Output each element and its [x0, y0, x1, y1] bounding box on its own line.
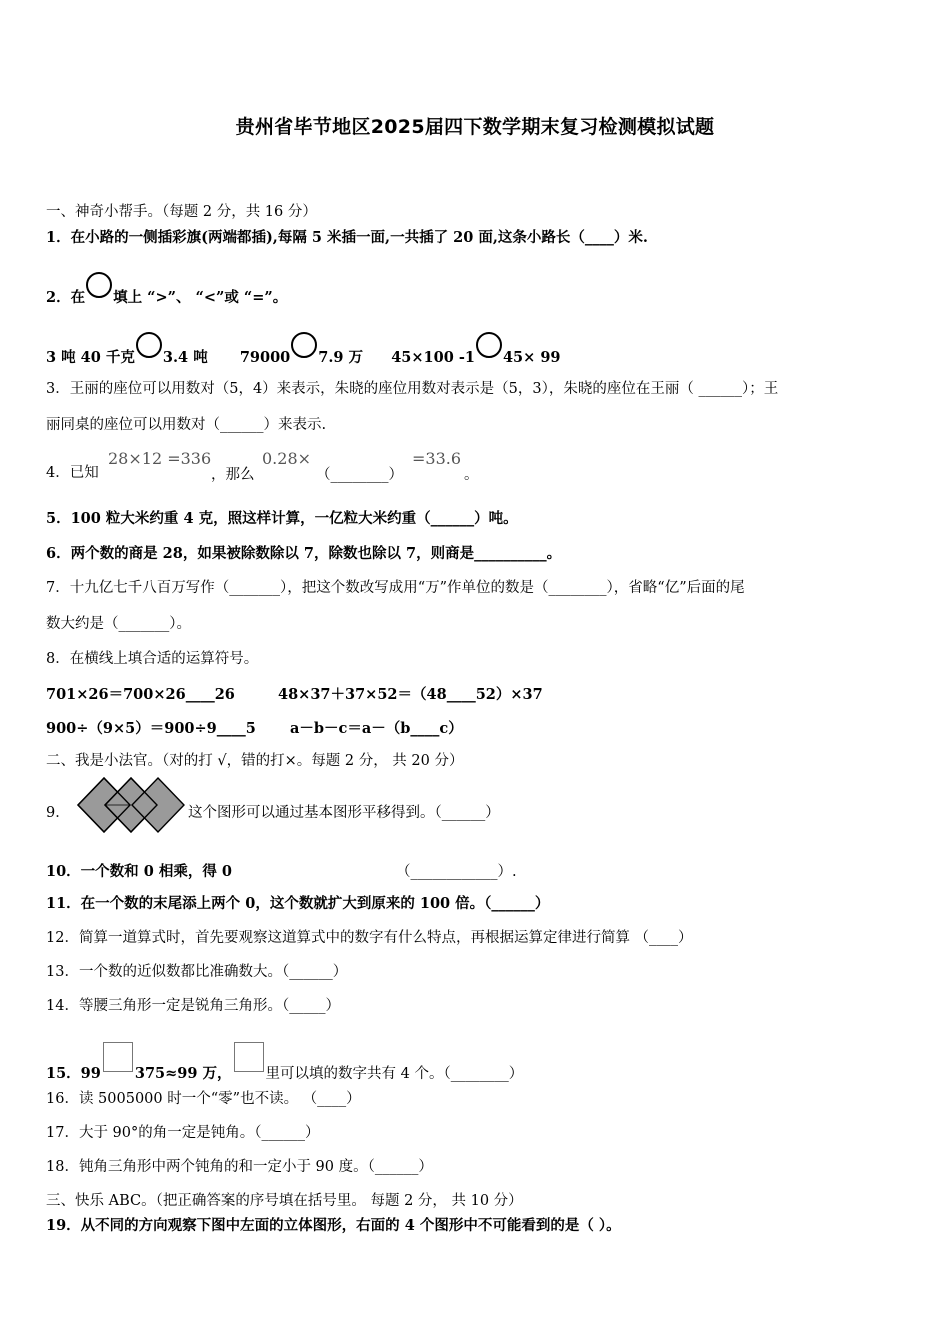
section-2-heading: 二、我是小法官。（对的打 √，错的打×。每题 2 分， 共 20 分） [46, 753, 464, 769]
question-4-prefix: 4．已知 [46, 465, 99, 481]
question-15-prefix: 15．99 [46, 1065, 101, 1082]
overlapping-diamonds-figure [76, 776, 186, 834]
question-7-line-1: 7．十九亿七千八百万写作（_______），把这个数改写成用“万”作单位的数是（________），省略“亿”后面的尾 [46, 580, 745, 596]
compare-2-left: 79000 [239, 349, 291, 366]
page-title: 贵州省毕节地区2025届四下数学期末复习检测模拟试题 [235, 116, 715, 138]
compare-1-right: 3.4 吨 [162, 349, 208, 366]
question-12: 12．简算一道算式时，首先要观察这道算式中的数字有什么特点，再根据运算定律进行简算 （____） [46, 930, 693, 946]
question-6: 6．两个数的商是 28，如果被除数除以 7，除数也除以 7，则商是__________。 [46, 545, 562, 562]
compare-circle [136, 332, 162, 358]
question-10: 10．一个数和 0 相乘，得 0 [46, 863, 232, 880]
question-2-items [46, 332, 561, 368]
question-4 [46, 463, 99, 483]
question-1: 1．在小路的一侧插彩旗(两端都插),每隔 5 米插一面,一共插了 20 面,这条小路长（____）米. [46, 229, 648, 246]
question-17: 17．大于 90°的角一定是钝角。（______） [46, 1125, 320, 1141]
question-18: 18．钝角三角形中两个钝角的和一定小于 90 度。（______） [46, 1159, 433, 1175]
compare-2-right: 7.9 万 [318, 349, 364, 366]
question-11: 11．在一个数的末尾添上两个 0，这个数就扩大到原来的 100 倍。（______） [46, 895, 550, 912]
question-4-formula-1: 28×12 =336 [108, 449, 212, 468]
question-8-b: 48×37＋37×52＝（48____52）×37 [278, 686, 543, 703]
question-14: 14．等腰三角形一定是锐角三角形。（_____） [46, 998, 340, 1014]
question-3-line-2: 丽同桌的座位可以用数对（______）来表示. [46, 417, 327, 433]
question-15-middle: 375≈99 万， [134, 1065, 232, 1082]
question-4-formula-3: =33.6 [412, 449, 462, 468]
question-15-end: 里可以填的数字共有 4 个。（________） [265, 1066, 524, 1082]
question-13: 13．一个数的近似数都比准确数大。（______） [46, 964, 348, 980]
question-5: 5．100 粒大米约重 4 克，照这样计算，一亿粒大米约重（______）吨。 [46, 510, 518, 527]
question-4-blank: （________） [316, 467, 403, 483]
question-19: 19．从不同的方向观察下图中左面的立体图形，右面的 4 个图形中不可能看到的是（ ）。 [46, 1217, 621, 1234]
question-2-instruction: 填上 “>”、 “<”或 “=”。 [113, 289, 288, 306]
compare-3-right: 45× 99 [502, 349, 561, 366]
question-2 [46, 272, 287, 308]
compare-circle [291, 332, 317, 358]
compare-1-left: 3 吨 40 千克 [46, 349, 135, 366]
diamond-shape [132, 778, 184, 832]
section-3-heading: 三、快乐 ABC。（把正确答案的序号填在括号里。 每题 2 分， 共 10 分） [46, 1193, 523, 1209]
question-8-c: 900÷（9×5）＝900÷9____5 [46, 720, 256, 737]
question-4-then: ，那么 [211, 467, 255, 483]
compare-circle [86, 272, 112, 298]
question-2-prefix: 2．在 [46, 289, 86, 306]
question-8-d: a－b－c＝a－（b____c） [290, 720, 463, 737]
blank-box [103, 1042, 133, 1072]
question-8-a: 701×26＝700×26____26 [46, 686, 235, 703]
question-10-blank: （____________）. [396, 864, 517, 880]
question-7-line-2: 数大约是（_______）。 [46, 616, 191, 632]
blank-box [234, 1042, 264, 1072]
question-8: 8．在横线上填合适的运算符号。 [46, 651, 259, 667]
compare-3-left: 45×100 -1 [391, 349, 475, 366]
question-9-number: 9． [46, 805, 70, 821]
question-9-text: 这个图形可以通过基本图形平移得到。（______） [188, 805, 500, 821]
question-4-end: 。 [464, 467, 479, 483]
question-4-formula-2: 0.28× [262, 449, 312, 468]
compare-circle [476, 332, 502, 358]
section-1-heading: 一、神奇小帮手。（每题 2 分，共 16 分） [46, 204, 317, 220]
question-16: 16．读 5005000 时一个“零”也不读。 （____） [46, 1091, 361, 1107]
question-3-line-1: 3．王丽的座位可以用数对（5，4）来表示，朱晓的座位用数对表示是（5，3），朱晓的座位在王丽（ ______）；王 [46, 381, 779, 397]
question-15 [46, 1042, 523, 1084]
